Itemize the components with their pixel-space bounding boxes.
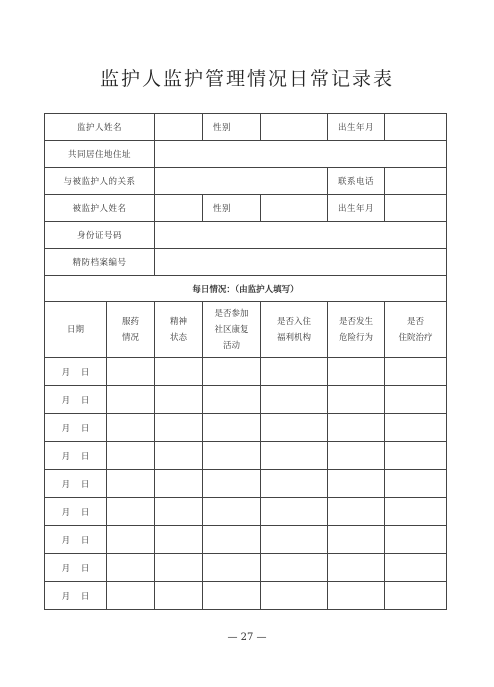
welfare-cell[interactable] — [261, 582, 328, 610]
hospital-cell[interactable] — [385, 358, 447, 386]
hospital-cell[interactable] — [385, 386, 447, 414]
medication-cell[interactable] — [107, 442, 155, 470]
ward-row — [45, 195, 447, 222]
date-cell[interactable]: 月 日 — [45, 526, 107, 554]
col-medication-header: 服药 情况 — [107, 302, 155, 358]
birth-date-field[interactable] — [385, 114, 447, 141]
relation-field[interactable] — [155, 168, 328, 195]
medication-cell[interactable] — [107, 582, 155, 610]
medication-cell[interactable] — [107, 386, 155, 414]
mental-cell[interactable] — [155, 386, 203, 414]
rehab-cell[interactable] — [203, 386, 261, 414]
table-row — [45, 442, 447, 470]
date-cell[interactable]: 月 日 — [45, 582, 107, 610]
page-number: — 27 — — [227, 632, 267, 643]
mental-cell[interactable] — [155, 582, 203, 610]
guardian-row — [45, 114, 447, 141]
mental-cell[interactable] — [155, 554, 203, 582]
date-cell[interactable]: 月 日 — [45, 442, 107, 470]
danger-cell[interactable] — [328, 498, 385, 526]
hospital-cell[interactable] — [385, 526, 447, 554]
psych-file-row — [45, 249, 447, 276]
id-number-label: 身份证号码 — [45, 222, 155, 249]
table-row — [45, 386, 447, 414]
rehab-cell[interactable] — [203, 582, 261, 610]
id-number-field[interactable] — [155, 222, 447, 249]
table-row — [45, 358, 447, 386]
psych-file-field[interactable] — [155, 249, 447, 276]
danger-cell[interactable] — [328, 414, 385, 442]
medication-cell[interactable] — [107, 554, 155, 582]
mental-cell[interactable] — [155, 442, 203, 470]
hospital-cell[interactable] — [385, 470, 447, 498]
date-cell[interactable]: 月 日 — [45, 386, 107, 414]
table-row — [45, 554, 447, 582]
phone-label: 联系电话 — [328, 168, 385, 195]
col-mental-header: 精神 状态 — [155, 302, 203, 358]
page-title: 监护人监护管理情况日常记录表 — [99, 68, 394, 90]
daily-header-row — [45, 302, 447, 358]
col-rehab-header: 是否参加 社区康复 活动 — [203, 302, 261, 358]
col-danger-header: 是否发生 危险行为 — [328, 302, 385, 358]
birth-date-label: 出生年月 — [328, 114, 385, 141]
mental-cell[interactable] — [155, 498, 203, 526]
gender-label: 性别 — [203, 114, 261, 141]
danger-cell[interactable] — [328, 470, 385, 498]
welfare-cell[interactable] — [261, 526, 328, 554]
mental-cell[interactable] — [155, 358, 203, 386]
danger-cell[interactable] — [328, 582, 385, 610]
table-row — [45, 498, 447, 526]
ward-name-field[interactable] — [155, 195, 203, 222]
table-row — [45, 470, 447, 498]
danger-cell[interactable] — [328, 386, 385, 414]
medication-cell[interactable] — [107, 414, 155, 442]
daily-section-row — [45, 276, 447, 302]
danger-cell[interactable] — [328, 554, 385, 582]
daily-section-heading: 每日情况：（由监护人填写） — [45, 276, 447, 302]
rehab-cell[interactable] — [203, 470, 261, 498]
rehab-cell[interactable] — [203, 554, 261, 582]
rehab-cell[interactable] — [203, 442, 261, 470]
welfare-cell[interactable] — [261, 358, 328, 386]
date-cell[interactable]: 月 日 — [45, 470, 107, 498]
mental-cell[interactable] — [155, 526, 203, 554]
medication-cell[interactable] — [107, 470, 155, 498]
hospital-cell[interactable] — [385, 498, 447, 526]
danger-cell[interactable] — [328, 358, 385, 386]
date-cell[interactable]: 月 日 — [45, 554, 107, 582]
shared-address-label: 共同居住地住址 — [45, 141, 155, 168]
col-date-header: 日期 — [45, 302, 107, 358]
medication-cell[interactable] — [107, 526, 155, 554]
medication-cell[interactable] — [107, 498, 155, 526]
hospital-cell[interactable] — [385, 442, 447, 470]
guardian-name-label: 监护人姓名 — [45, 114, 155, 141]
date-cell[interactable]: 月 日 — [45, 498, 107, 526]
welfare-cell[interactable] — [261, 414, 328, 442]
rehab-cell[interactable] — [203, 526, 261, 554]
address-row — [45, 141, 447, 168]
welfare-cell[interactable] — [261, 498, 328, 526]
record-form-table — [44, 113, 447, 610]
welfare-cell[interactable] — [261, 554, 328, 582]
rehab-cell[interactable] — [203, 358, 261, 386]
guardian-name-field[interactable] — [155, 114, 203, 141]
welfare-cell[interactable] — [261, 470, 328, 498]
welfare-cell[interactable] — [261, 386, 328, 414]
psych-file-label: 精防档案编号 — [45, 249, 155, 276]
danger-cell[interactable] — [328, 526, 385, 554]
ward-name-label: 被监护人姓名 — [45, 195, 155, 222]
ward-gender-label: 性别 — [203, 195, 261, 222]
relation-label: 与被监护人的关系 — [45, 168, 155, 195]
ward-gender-field[interactable] — [261, 195, 328, 222]
ward-birth-date-field[interactable] — [385, 195, 447, 222]
id-row — [45, 222, 447, 249]
date-cell[interactable]: 月 日 — [45, 358, 107, 386]
hospital-cell[interactable] — [385, 582, 447, 610]
phone-field[interactable] — [385, 168, 447, 195]
hospital-cell[interactable] — [385, 554, 447, 582]
mental-cell[interactable] — [155, 470, 203, 498]
relation-row — [45, 168, 447, 195]
table-row — [45, 526, 447, 554]
table-row — [45, 414, 447, 442]
col-hospital-header: 是否 住院治疗 — [385, 302, 447, 358]
gender-field[interactable] — [261, 114, 328, 141]
medication-cell[interactable] — [107, 358, 155, 386]
shared-address-field[interactable] — [155, 141, 447, 168]
table-row — [45, 582, 447, 610]
rehab-cell[interactable] — [203, 498, 261, 526]
date-cell[interactable]: 月 日 — [45, 414, 107, 442]
col-welfare-header: 是否入住 福利机构 — [261, 302, 328, 358]
danger-cell[interactable] — [328, 442, 385, 470]
hospital-cell[interactable] — [385, 414, 447, 442]
rehab-cell[interactable] — [203, 414, 261, 442]
welfare-cell[interactable] — [261, 442, 328, 470]
ward-birth-date-label: 出生年月 — [328, 195, 385, 222]
mental-cell[interactable] — [155, 414, 203, 442]
